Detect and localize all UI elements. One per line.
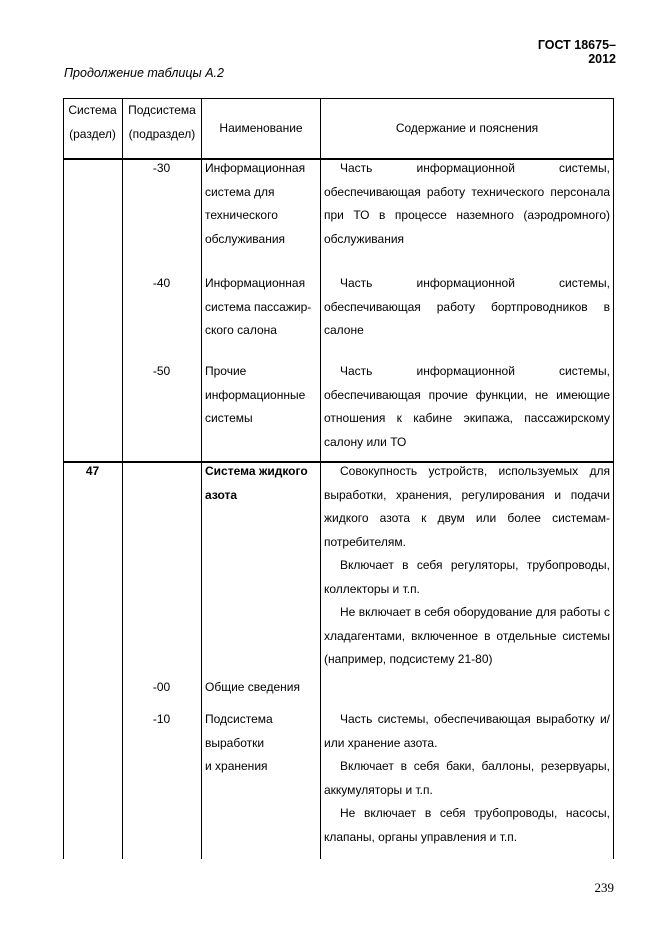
subsystem-name: Прочие информационные системы: [205, 364, 306, 425]
standard-number: ГОСТ 18675–2012: [537, 38, 616, 66]
system-code: 47: [85, 464, 100, 478]
subsystem-code: -10: [152, 712, 171, 726]
system-name: Система жидкого азота: [205, 464, 308, 502]
subsystem-description: Часть системы, обеспечивающая выработку и/или хранение азота. Включает в себя баки, баллоны, резервуары, аккумуляторы и т.п. Не включает в себя трубопроводы, насосы, клапаны, органы управления и т.п.: [324, 712, 610, 844]
column-divider: [201, 98, 202, 859]
column-header-system: Система (раздел): [68, 103, 117, 141]
subsystem-description: Часть информационной системы, обеспечивающая работу технического персонала при ТО в процессе наземного (аэродромного) обслуживания: [324, 161, 610, 246]
table-border-right: [613, 98, 614, 859]
subsystem-description: Часть информационной системы, обеспечивающая работу бортпроводников в салоне: [324, 276, 610, 337]
column-header-description: Содержание и пояснения: [395, 120, 539, 135]
subsystem-description: Часть информационной системы, обеспечивающая прочие функции, не имеющие отношения к кабине экипажа, пассажирскому салону или ТО: [324, 364, 610, 449]
system-description: Совокупность устройств, используемых для выработки, хранения, регулирования и подачи жидкого азота к двум или более системам-потребителям. Включает в себя регуляторы, трубопроводы, коллекторы и т.п. Не включает в себя оборудование для работы с хладагентами, включенное в отдельные системы (например, подсистему 21-80): [324, 464, 610, 666]
page-number: 239: [594, 880, 614, 895]
table-continuation-caption: Продолжение таблицы А.2: [64, 66, 224, 80]
subsystem-code: -00: [152, 680, 171, 694]
specification-table: [63, 98, 614, 859]
column-header-name: Наименование: [219, 120, 303, 135]
column-divider: [122, 98, 123, 859]
subsystem-name: Подсистема выработки и хранения: [205, 712, 273, 773]
column-header-subsystem: Подсистема (подраздел): [128, 103, 196, 141]
subsystem-code: -50: [152, 364, 171, 378]
subsystem-name: Информационная система для технического обслуживания: [205, 161, 306, 246]
subsystem-code: -30: [152, 161, 171, 175]
subsystem-code: -40: [152, 276, 171, 290]
subsystem-name: Общие сведения: [205, 680, 300, 694]
subsystem-name: Информационная система пассажир- ского салона: [205, 276, 312, 337]
column-divider: [320, 98, 321, 859]
